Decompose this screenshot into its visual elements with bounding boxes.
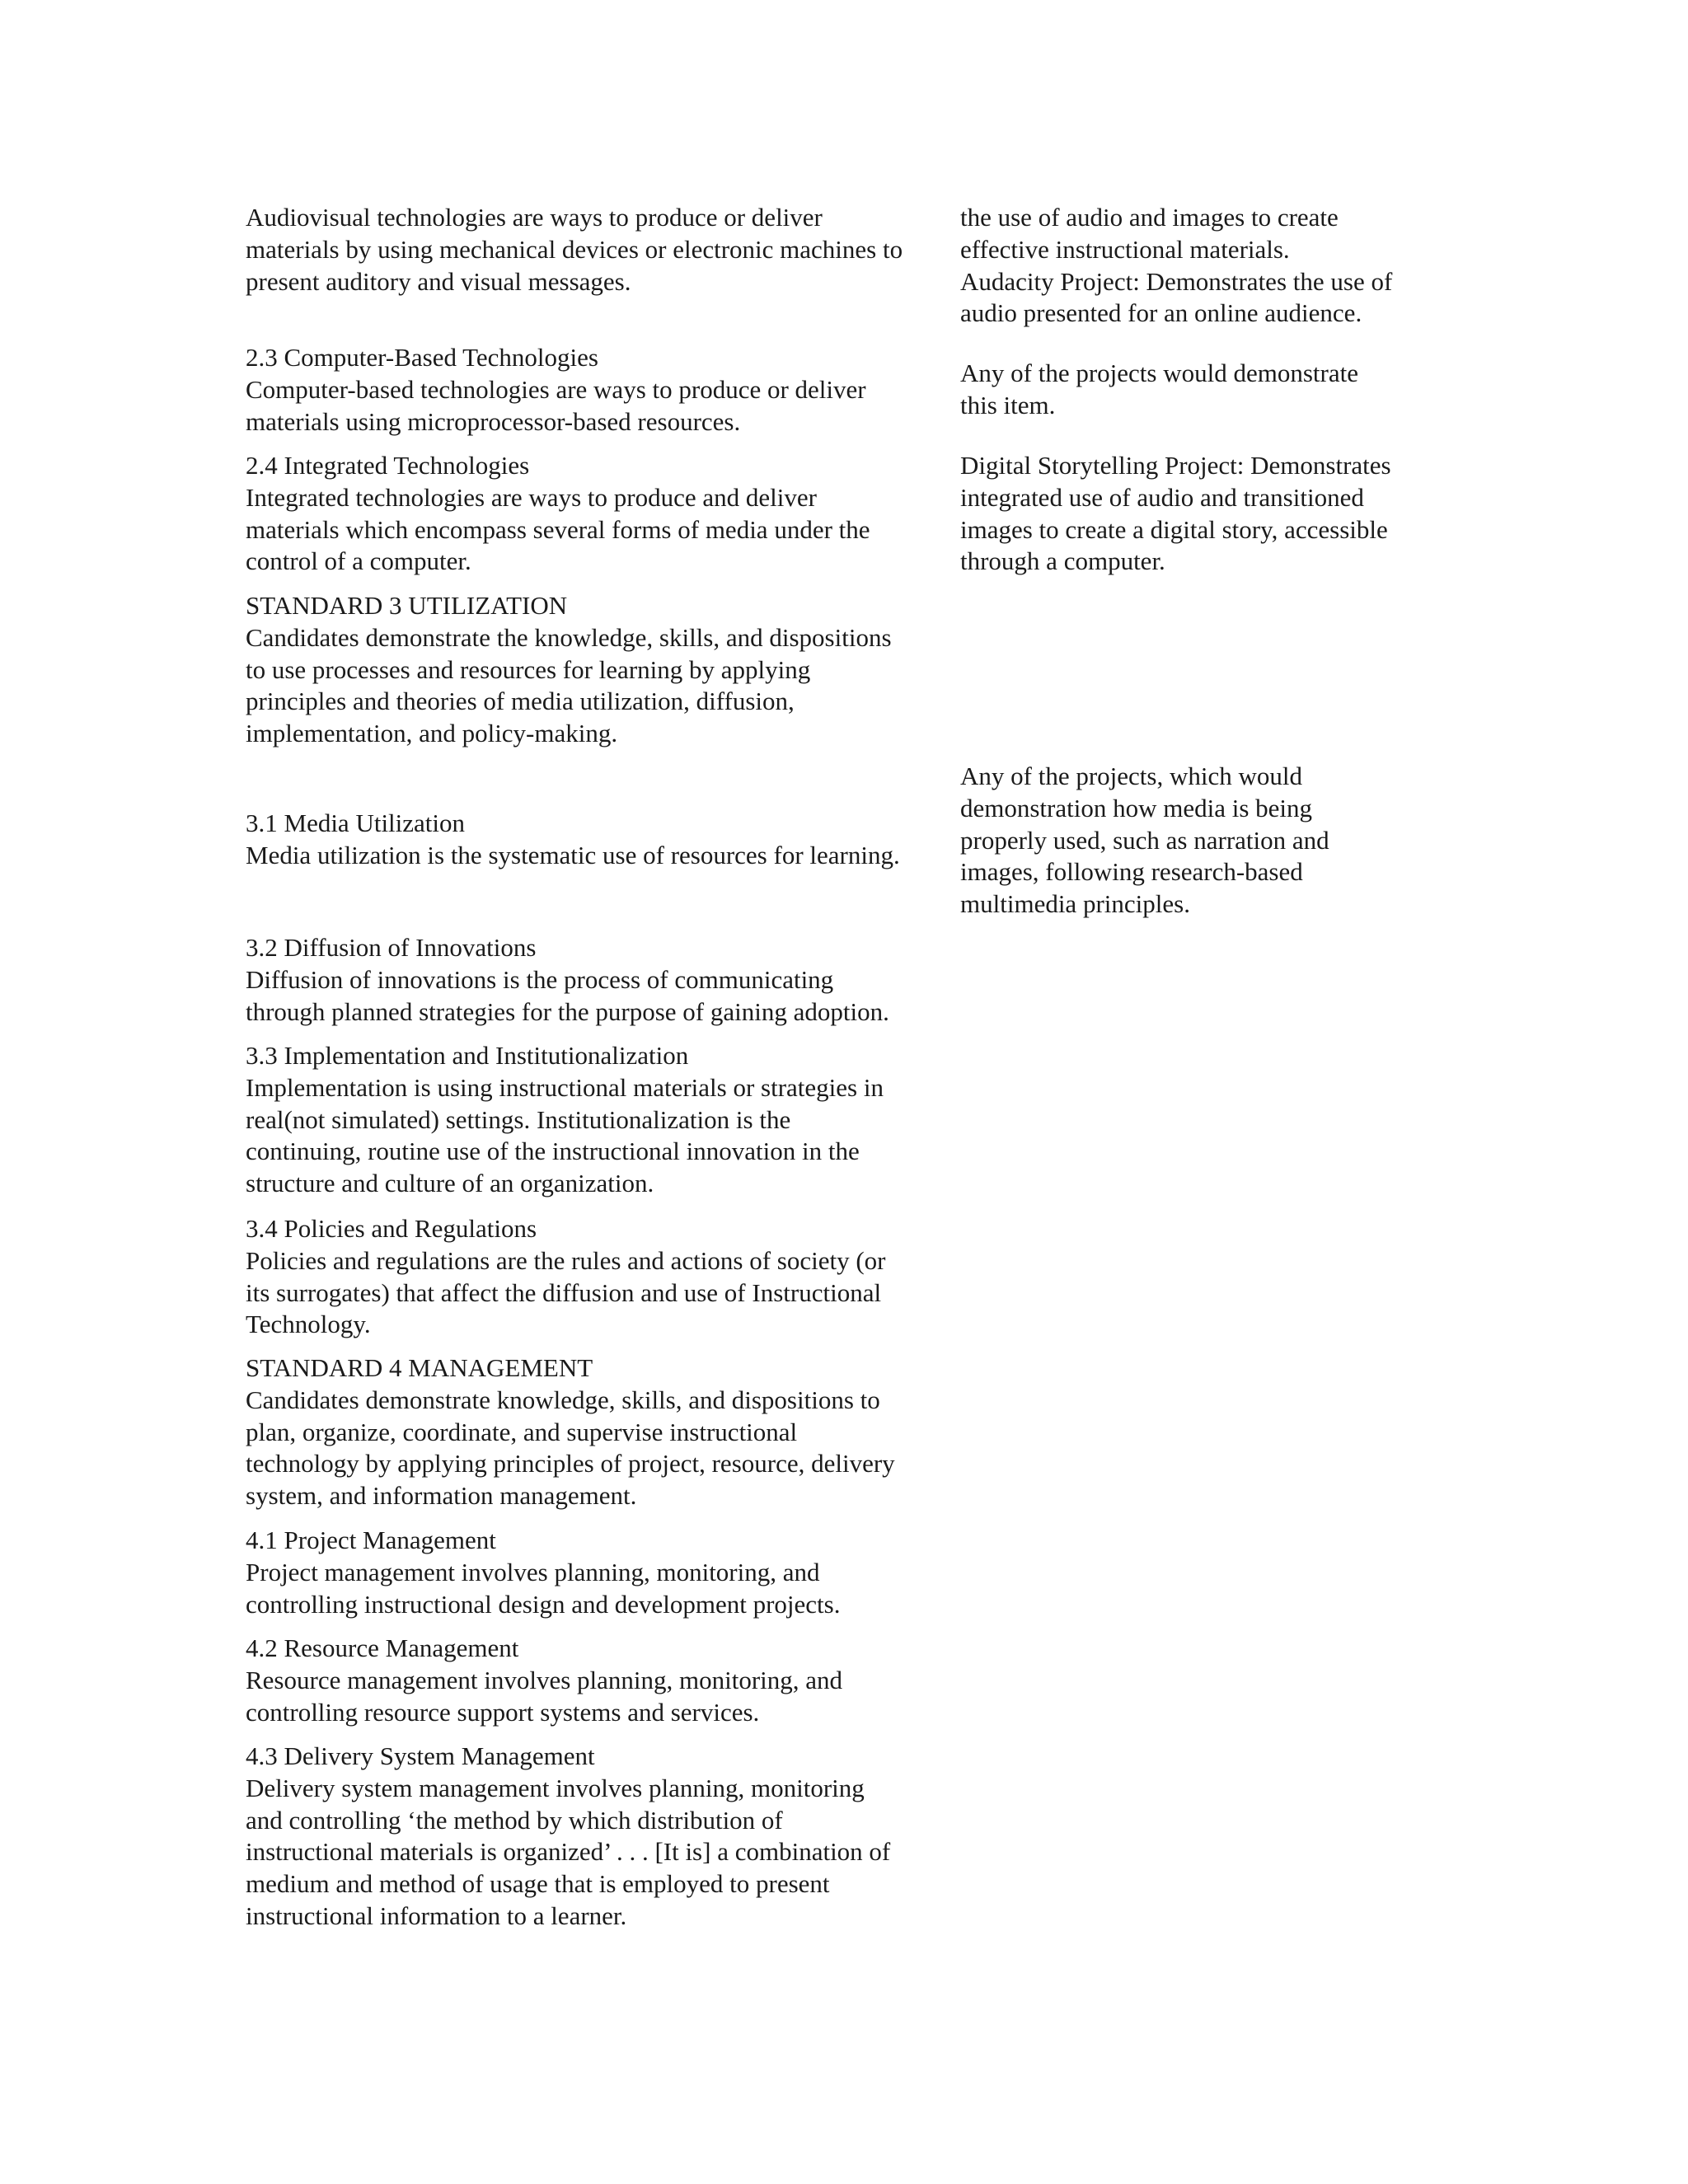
section-title: 3.4 Policies and Regulations (246, 1214, 537, 1243)
section-title: STANDARD 4 MANAGEMENT (246, 1353, 593, 1382)
body-line: its surrogates) that affect the diffusion and use of Instructional (246, 1277, 882, 1307)
section-2-3 (246, 342, 963, 438)
section-title: 3.2 Diffusion of Innovations (246, 933, 537, 962)
body-line: technology by applying principles of project, resource, delivery (246, 1449, 895, 1479)
body-line: medium and method of usage that is employed to present (246, 1869, 830, 1899)
audacity-project-note (960, 202, 1455, 330)
body-line: and controlling ‘the method by which distribution of (246, 1805, 783, 1835)
body-line: real(not simulated) settings. Institutionalization is the (246, 1104, 791, 1134)
section-title: 2.3 Computer-Based Technologies (246, 343, 598, 372)
standard-3 (246, 590, 963, 750)
body-line: control of a computer. (246, 546, 471, 576)
body-line: implementation, and policy-making. (246, 719, 618, 748)
body-line: Project management involves planning, monitoring, and (246, 1557, 820, 1586)
note-line: images to create a digital story, accessible (960, 514, 1388, 544)
body-line: instructional materials is organized’ . . . [It is] a combination of (246, 1837, 891, 1867)
body-line: Audiovisual technologies are ways to produce or deliver (246, 203, 823, 232)
any-projects-note (960, 358, 1455, 422)
section-2-4 (246, 450, 963, 578)
body-line: materials using microprocessor-based resources. (246, 406, 741, 436)
section-title: 3.1 Media Utilization (246, 808, 466, 837)
note-line: Any of the projects would demonstrate (960, 359, 1358, 387)
digital-storytelling-note (960, 450, 1455, 578)
body-line: system, and information management. (246, 1481, 637, 1511)
section-title: 3.3 Implementation and Institutionalization (246, 1041, 689, 1070)
audiovisual-text (246, 202, 963, 298)
body-line: structure and culture of an organization. (246, 1169, 654, 1198)
section-3-4 (246, 1213, 963, 1341)
note-line: images, following research-based (960, 857, 1303, 887)
body-line: Implementation is using instructional materials or strategies in (246, 1072, 884, 1102)
body-line: present auditory and visual messages. (246, 266, 631, 296)
section-title: STANDARD 3 UTILIZATION (246, 591, 568, 620)
section-4-2 (246, 1633, 963, 1728)
section-title: 4.1 Project Management (246, 1526, 496, 1554)
media-utilization-note (960, 761, 1455, 921)
note-line: audio presented for an online audience. (960, 298, 1362, 328)
body-line: Delivery system management involves planning, monitoring (246, 1773, 865, 1802)
section-title: 4.3 Delivery System Management (246, 1741, 595, 1770)
body-line: Resource management involves planning, monitoring, and (246, 1665, 843, 1694)
note-line: integrated use of audio and transitioned (960, 482, 1364, 512)
body-line: materials by using mechanical devices or electronic machines to (246, 234, 903, 264)
section-4-1 (246, 1525, 963, 1620)
body-line: principles and theories of media utilization, diffusion, (246, 687, 795, 716)
note-line: this item. (960, 390, 1056, 419)
body-line: Candidates demonstrate the knowledge, skills, and dispositions (246, 622, 892, 652)
standard-4 (246, 1352, 963, 1512)
body-line: Integrated technologies are ways to produce and deliver (246, 482, 817, 512)
body-line: to use processes and resources for learning by applying (246, 654, 811, 684)
note-line: properly used, such as narration and (960, 825, 1329, 855)
section-title: 2.4 Integrated Technologies (246, 451, 530, 480)
note-line: the use of audio and images to create (960, 203, 1339, 232)
body-line: Candidates demonstrate knowledge, skills, and dispositions to (246, 1385, 880, 1414)
body-line: through planned strategies for the purpose of gaining adoption. (246, 996, 889, 1026)
note-line: effective instructional materials. (960, 234, 1290, 264)
section-3-1 (246, 808, 963, 872)
body-line: continuing, routine use of the instructional innovation in the (246, 1137, 860, 1166)
section-3-3 (246, 1040, 963, 1200)
body-line: Diffusion of innovations is the process of communicating (246, 964, 834, 994)
body-line: instructional information to a learner. (246, 1900, 627, 1930)
body-line: plan, organize, coordinate, and supervise instructional (246, 1417, 798, 1446)
note-line: Digital Storytelling Project: Demonstrates (960, 451, 1391, 480)
section-title: 4.2 Resource Management (246, 1633, 519, 1662)
section-3-2 (246, 932, 963, 1028)
note-line: Audacity Project: Demonstrates the use of (960, 266, 1393, 296)
section-4-3 (246, 1741, 963, 1933)
body-line: Computer-based technologies are ways to produce or deliver (246, 374, 866, 404)
body-line: Technology. (246, 1310, 371, 1339)
note-line: demonstration how media is being (960, 793, 1313, 823)
body-line: Media utilization is the systematic use of resources for learning. (246, 840, 900, 869)
note-line: Any of the projects, which would (960, 762, 1302, 790)
body-line: Policies and regulations are the rules and actions of society (or (246, 1245, 886, 1275)
body-line: materials which encompass several forms of media under the (246, 514, 870, 544)
note-line: multimedia principles. (960, 889, 1190, 919)
body-line: controlling instructional design and development projects. (246, 1589, 841, 1619)
body-line: controlling resource support systems and services. (246, 1697, 760, 1727)
note-line: through a computer. (960, 546, 1165, 576)
